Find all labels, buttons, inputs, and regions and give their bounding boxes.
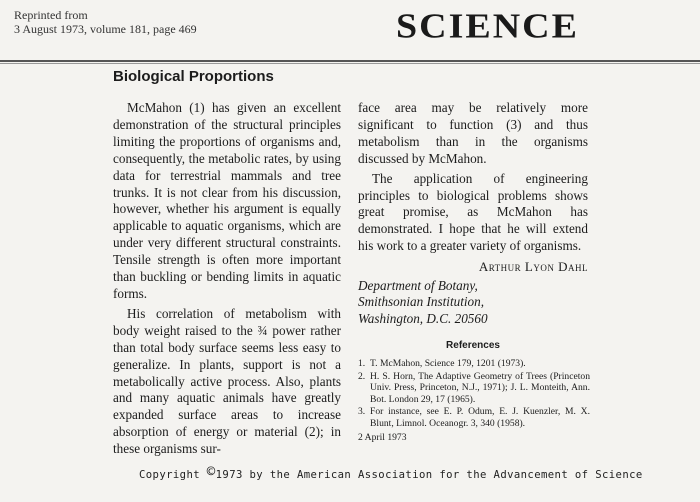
reference-number: 3. (358, 406, 366, 418)
journal-masthead: SCIENCE (396, 6, 579, 46)
reference-text: T. McMahon, Science 179, 1201 (1973). (370, 358, 526, 369)
paragraph-2: His correlation of metabolism with body weight raised to the ¾ power rather than total body surface seems less easy to generalize. In plants, support is not a metabolically active process. Also, plants and many aquatic animals have greatly expanded surface areas to increase absorption of energy or material (2); in these organisms sur- (113, 305, 341, 457)
reference-item (358, 406, 590, 429)
reprint-notice (14, 8, 197, 36)
reprint-line-2: 3 August 1973, volume 181, page 469 (14, 22, 197, 36)
affiliation-line: Smithsonian Institution, (358, 294, 485, 310)
received-date: 2 April 1973 (358, 431, 407, 443)
reference-number: 1. (358, 358, 366, 369)
paragraph-4: The application of engineering principles to biological problems shows great promise, as McMahon has demonstrated. I hope that he will extend his work to a greater variety of organisms. (358, 170, 588, 254)
references-heading: References (446, 340, 500, 351)
author-signature: Arthur Lyon Dahl (478, 259, 588, 275)
article-title: Biological Proportions (113, 68, 274, 85)
reference-number: 2. (358, 370, 366, 382)
paragraph-3: face area may be relatively more significant to function (3) and thus metabolism than in the organisms discussed by McMahon. (358, 100, 588, 166)
header-rule (0, 60, 700, 62)
reference-text: For instance, see E. P. Odum, E. J. Kuenzler, M. X. Blunt, Limnol. Oceanogr. 3, 340 (1958). (370, 406, 590, 429)
affiliation-line: Washington, D.C. 20560 (358, 310, 488, 326)
right-column (358, 100, 588, 327)
reference-item (358, 371, 590, 406)
affiliation-line: Department of Botany, (358, 278, 478, 294)
left-column (113, 100, 341, 458)
copyright-text: 1973 by the American Association for the Advancement of Science (215, 469, 643, 481)
paragraph-1: McMahon (1) has given an excellent demonstration of the structural principles limiting the proportions of organisms and, consequently, the metabolic rates, by using data for terrestrial mammals and tree trunks. It is not clear from his discussion, however, whether his argument is equally applicable to aquatic organisms, which are under very different structural constraints. Tensile strength is often more important than buckling or bending limits in aquatic forms. (113, 100, 341, 301)
copyright-notice (139, 466, 643, 482)
references-list (358, 358, 590, 443)
copyright-prefix: Copyright (139, 469, 201, 481)
author-affiliation (358, 278, 588, 327)
header-rule-thin (0, 63, 700, 64)
reference-text: H. S. Horn, The Adaptive Geometry of Trees (Princeton Univ. Press, Princeton, N.J., 1971); J. L. Monteith, Ann. Bot. London 29, 17 (1965). (370, 370, 590, 405)
copyright-symbol: © (206, 464, 216, 480)
reprint-line-1: Reprinted from (14, 8, 88, 22)
reference-item (358, 358, 590, 370)
